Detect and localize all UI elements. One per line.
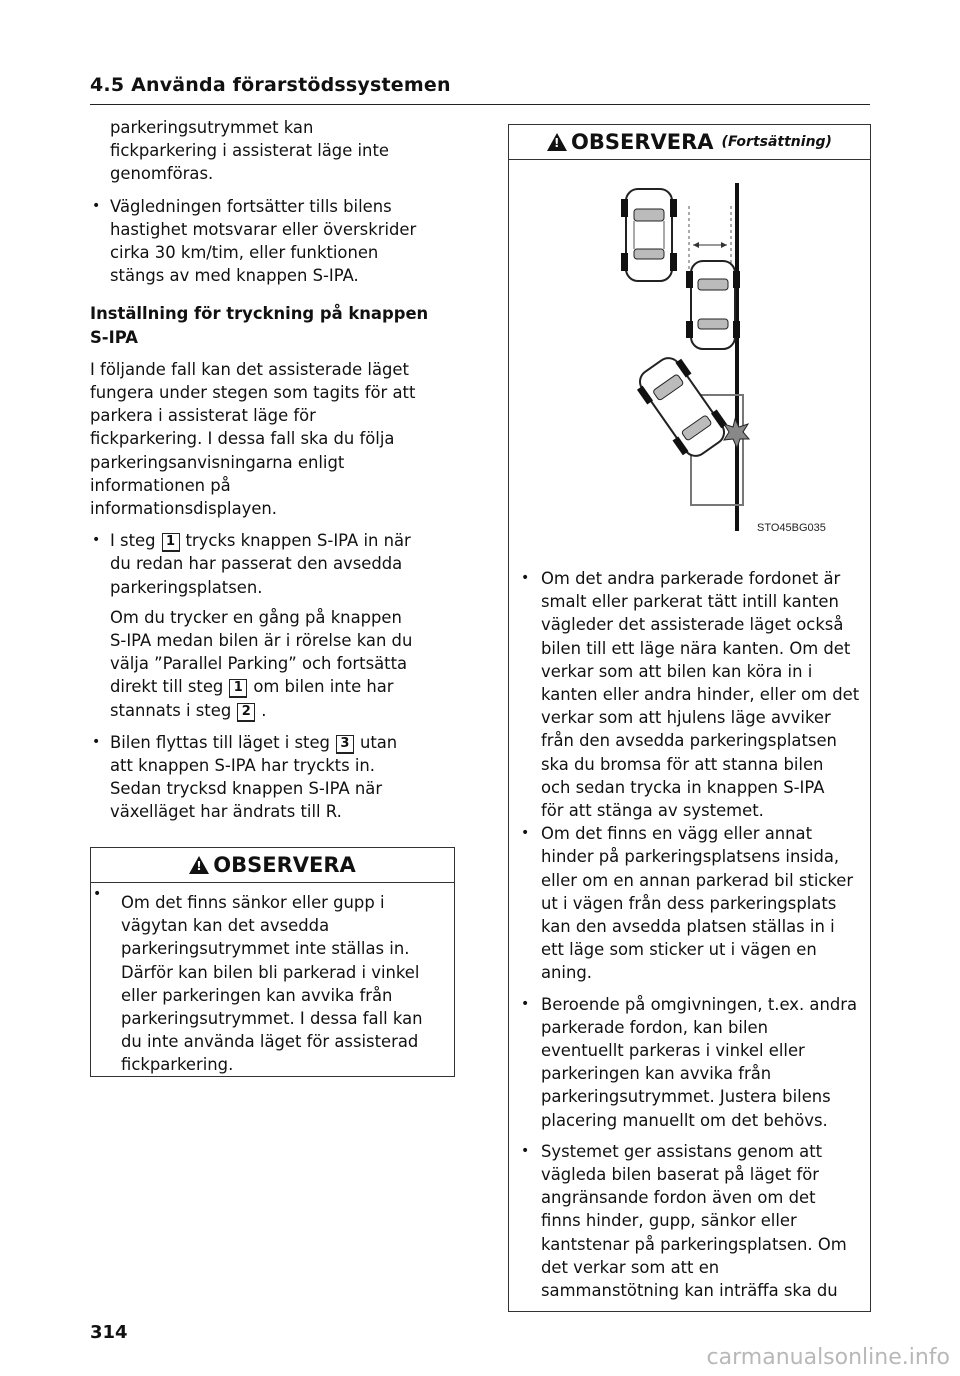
text-line: kan den avsedda platsen ställas in i <box>541 917 835 937</box>
collision-star-icon <box>724 419 749 448</box>
text: Bilen flyttas till läget i steg <box>110 732 330 752</box>
text-line: Om du trycker en gång på knappen <box>110 607 402 627</box>
text-line: • Om det finns en vägg eller annat <box>541 824 813 844</box>
text-line: • Om det finns sänkor eller gupp i <box>121 893 385 912</box>
text-line: • Systemet ger assistans genom att <box>541 1141 823 1161</box>
text-line: Sedan trycksd knappen S-IPA när <box>110 779 383 799</box>
text-line: fickparkering. I dessa fall ska du följa <box>90 429 395 449</box>
text-line: parkeringsanvisningarna enligt <box>90 452 345 472</box>
text-line: I följande fall kan det assisterade läget <box>90 359 409 379</box>
warning-triangle-icon <box>189 856 209 874</box>
text-line: att knappen S-IPA har tryckts in. <box>110 756 376 776</box>
text-line: välja ”Parallel Parking” och fortsätta <box>110 654 408 674</box>
text: stannats i steg <box>110 700 232 720</box>
text-line: vägleder det assisterade läget också <box>541 615 844 635</box>
text-line: finns hinder, gupp, sänkor eller <box>541 1211 797 1231</box>
text-line: cirka 30 km/tim, eller funktionen <box>110 243 379 263</box>
text-line: sammanstötning kan inträffa ska du <box>541 1281 838 1301</box>
warning-text <box>91 883 454 1077</box>
heading-line: S-IPA <box>90 327 138 347</box>
text-line: vägytan kan det avsedda <box>121 916 330 936</box>
paragraph <box>90 358 455 520</box>
text-line: placering manuellt om det behövs. <box>541 1110 828 1130</box>
text-line: hinder på parkeringsplatsens insida, <box>541 847 840 867</box>
text-line: du redan har passerat den avsedda <box>110 554 403 574</box>
warning-header <box>509 125 870 160</box>
step-badge: 2 <box>237 703 255 722</box>
text-line <box>110 731 455 754</box>
text-line: verkar som att bilen kan köra in i <box>541 661 813 681</box>
text-line: du inte använda läget för assisterad <box>121 1032 419 1052</box>
intro-text <box>90 116 455 186</box>
text-line: kanten eller andra hinder, eller om det <box>541 685 860 705</box>
arrow-head <box>693 242 699 248</box>
text-line: växelläget har ändrats till R. <box>110 802 342 822</box>
text-line: parkeringsplatsen. <box>110 577 263 597</box>
text-line: parkeringsutrymmet. Justera bilens <box>541 1087 831 1107</box>
bullet-narrow-vehicle <box>519 567 867 822</box>
parking-diagram <box>509 161 870 541</box>
section-title: 4.5 Använda förarstödssystemen <box>90 74 451 96</box>
text-line: för att stänga av systemet. <box>541 801 764 821</box>
text: om bilen inte har <box>253 677 394 697</box>
text-line: S-IPA medan bilen är i rörelse kan du <box>110 631 413 651</box>
text-line: informationsdisplayen. <box>90 499 278 519</box>
text-line: informationen på <box>90 475 231 495</box>
left-column <box>90 116 455 824</box>
text-line: • Vägledningen fortsätter tills bilens <box>110 196 392 216</box>
text-line <box>110 699 455 722</box>
text-line: och sedan trycka in knappen S-IPA <box>541 777 825 797</box>
warning-title: OBSERVERA <box>213 853 356 877</box>
text: direkt till steg <box>110 677 224 697</box>
text: utan <box>359 732 398 752</box>
heading-line: Inställning för tryckning på knappen <box>90 304 429 324</box>
text-line: fungera under stegen som tagits för att <box>90 383 416 403</box>
subheading <box>90 302 455 348</box>
text-line: parkeringsutrymmet. I dessa fall kan <box>121 1009 423 1029</box>
text-line: från den avsedda parkeringsplatsen <box>541 731 837 751</box>
text-line: det verkar som att en <box>541 1257 720 1277</box>
text-line <box>110 529 455 552</box>
text-line: angränsande fordon även om det <box>541 1188 816 1208</box>
text-line: ska du bromsa för att stanna bilen <box>541 754 824 774</box>
section-header <box>90 74 870 105</box>
text: trycks knappen S-IPA in när <box>185 531 411 551</box>
bullet-environment <box>519 993 867 1132</box>
warning-box <box>90 847 455 1077</box>
step-badge: 1 <box>162 533 180 552</box>
text: . <box>261 700 267 720</box>
text-line: eller om en annan parkerad bil sticker <box>541 870 854 890</box>
text-line: fickparkering. <box>121 1055 234 1075</box>
bullet-system-assist <box>519 1140 867 1302</box>
bullet-wall-obstacle <box>519 822 867 984</box>
figure-code: STO45BG035 <box>757 522 826 534</box>
parked-car-rear <box>686 261 740 349</box>
step-badge: 1 <box>229 679 247 698</box>
warning-title: OBSERVERA <box>571 130 714 154</box>
text-line: vägleda bilen baserat på läget för <box>541 1165 820 1185</box>
warning-header <box>91 848 454 883</box>
text-line: Därför kan bilen bli parkerad i vinkel <box>121 962 420 982</box>
bullet-step-3 <box>90 731 455 824</box>
text-line <box>110 675 455 698</box>
text-line: smalt eller parkerat tätt intill kanten <box>541 592 839 612</box>
step-badge: 3 <box>336 735 354 754</box>
parking-illustration <box>509 161 870 541</box>
text-line: parkerade fordon, kan bilen <box>541 1017 768 1037</box>
text-line: stängs av med knappen S-IPA. <box>110 266 359 286</box>
warning-continued-text <box>519 567 867 1302</box>
text-line: fickparkering i assisterat läge inte <box>110 141 389 161</box>
text-line: ut i vägen från dess parkeringsplats <box>541 893 837 913</box>
text-line: parkeringsutrymmet kan <box>110 118 314 137</box>
text: I steg <box>110 531 156 551</box>
text-line: parkeringen kan avvika från <box>541 1064 772 1084</box>
watermark: carmanualsonline.info <box>706 1345 950 1370</box>
bullet-step-1 <box>90 529 455 722</box>
warning-triangle-icon <box>547 133 567 151</box>
text-line: parkeringsutrymmet inte ställas in. <box>121 939 410 959</box>
text-line: genomföras. <box>110 164 214 184</box>
text-line: hastighet motsvarar eller överskrider <box>110 219 417 239</box>
text-line: • Om det andra parkerade fordonet är <box>541 569 841 588</box>
text-line: • Beroende på omgivningen, t.ex. andra <box>541 994 858 1014</box>
text-line: parkera i assisterat läge för <box>90 406 316 426</box>
page-number: 314 <box>90 1322 128 1343</box>
text-line: aning. <box>541 963 592 983</box>
text-line: bilen till ett läge nära kanten. Om det <box>541 638 851 658</box>
text-line: eller parkeringen kan avvika från <box>121 985 393 1005</box>
warning-continued-box <box>508 124 871 1312</box>
text-line: verkar som att hjulens läge avviker <box>541 708 831 728</box>
bullet-speed <box>90 195 455 288</box>
parked-car-front <box>621 189 677 281</box>
continuation-label: (Fortsättning) <box>721 134 832 150</box>
maneuvering-car <box>631 351 733 464</box>
arrow-head <box>721 242 727 248</box>
text-line: ett läge som sticker ut i vägen en <box>541 940 817 960</box>
text-line: kantstenar på parkeringsplatsen. Om <box>541 1234 847 1254</box>
text-line: eventuellt parkeras i vinkel eller <box>541 1041 805 1061</box>
